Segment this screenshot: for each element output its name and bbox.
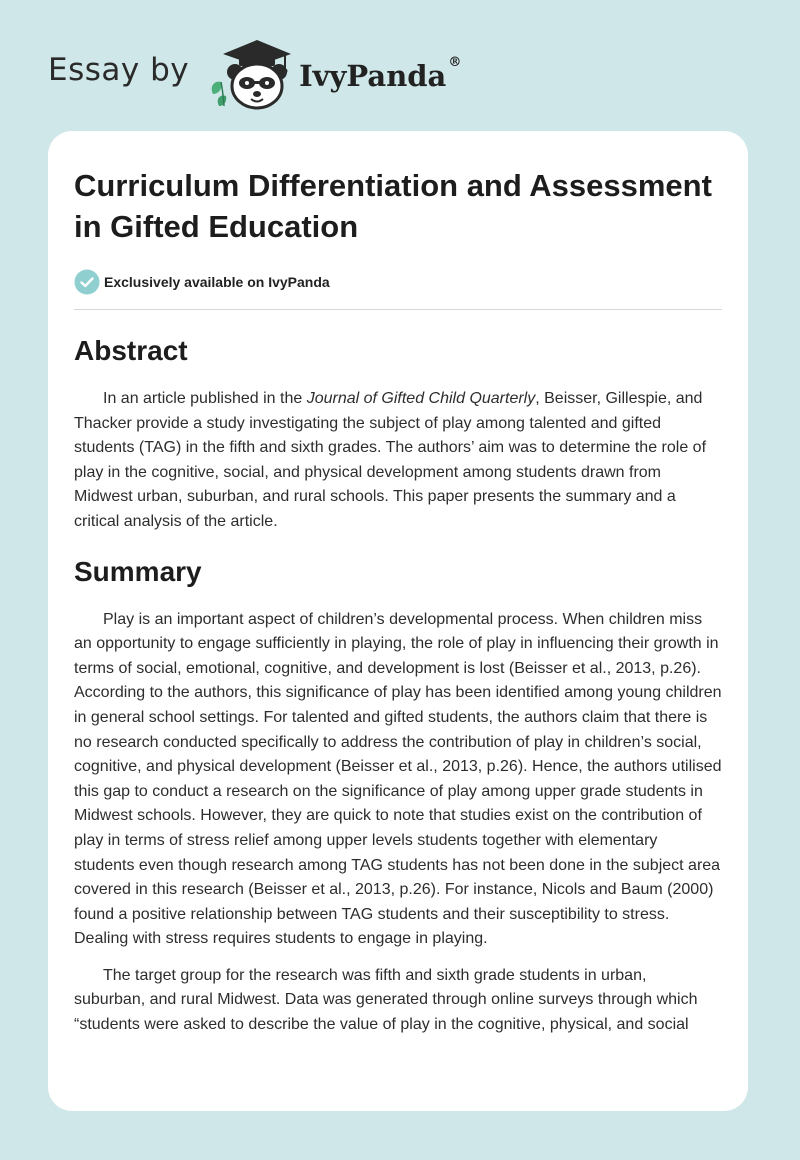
registered-mark: ® (448, 55, 462, 70)
summary-paragraph-2: The target group for the research was fifth and sixth grade students in urban, suburban, and rural Midwest. Data was generated through online surveys through which “students were asked to describe the value of play in the cognitive, physical, and social (74, 966, 698, 1034)
summary-heading: Summary (74, 555, 202, 587)
abstract-text-end: , Beisser, Gillespie, and Thacker provide a study investigating the subject of play among talented and gifted students (TAG) in the fifth and sixth grades. The authors’ aim was to determine the role of play in the cognitive, social, and physical development among students drawn from Midwest urban, suburban, and rural schools. This paper presents the summary and a critical analysis of the article. (74, 390, 707, 530)
check-badge-icon (74, 269, 100, 295)
abstract-text-start: In an article published in the (103, 390, 307, 407)
abstract-heading: Abstract (74, 335, 188, 366)
exclusive-text: Exclusively available on IvyPanda (104, 274, 330, 290)
essay-by-label: Essay by (48, 52, 190, 88)
article-card (48, 131, 748, 1111)
brand-text: IvyPanda (299, 59, 447, 93)
exclusive-notice (74, 269, 722, 310)
site-header (48, 34, 461, 114)
ivypanda-logo-icon[interactable] (205, 36, 297, 112)
abstract-paragraph (74, 387, 722, 535)
summary-paragraph-1: Play is an important aspect of children’s developmental process. When children miss an opportunity to engage sufficiently in playing, the role of play in influencing their growth in terms of social, emotional, cognitive, and development is lost (Beisser et al., 2013, p.26). According to the authors, this significance of play has been identified among young children in general school settings. For talented and gifted students, the authors claim that there is no research conducted specifically to address the contribution of play in children’s social, cognitive, and physical development (Beisser et al., 2013, p.26). Hence, the authors utilised this gap to conduct a research on the significance of play among upper grade students in Midwest schools. However, they are quick to note that studies exist on the contribution of play in terms of stress relief among upper levels students together with elementary students even though research among TAG students has not been done in the subject area covered in this research (Beisser et al., 2013, p.26). For instance, Nicols and Baum (2000) found a positive relationship between TAG students and their susceptibility to stress. Dealing with stress requires students to engage in playing. (74, 610, 722, 948)
article-title: Curriculum Differentiation and Assessment in Gifted Education (74, 168, 712, 244)
journal-name: Journal of Gifted Child Quarterly (306, 390, 536, 407)
brand-name[interactable] (299, 55, 462, 93)
